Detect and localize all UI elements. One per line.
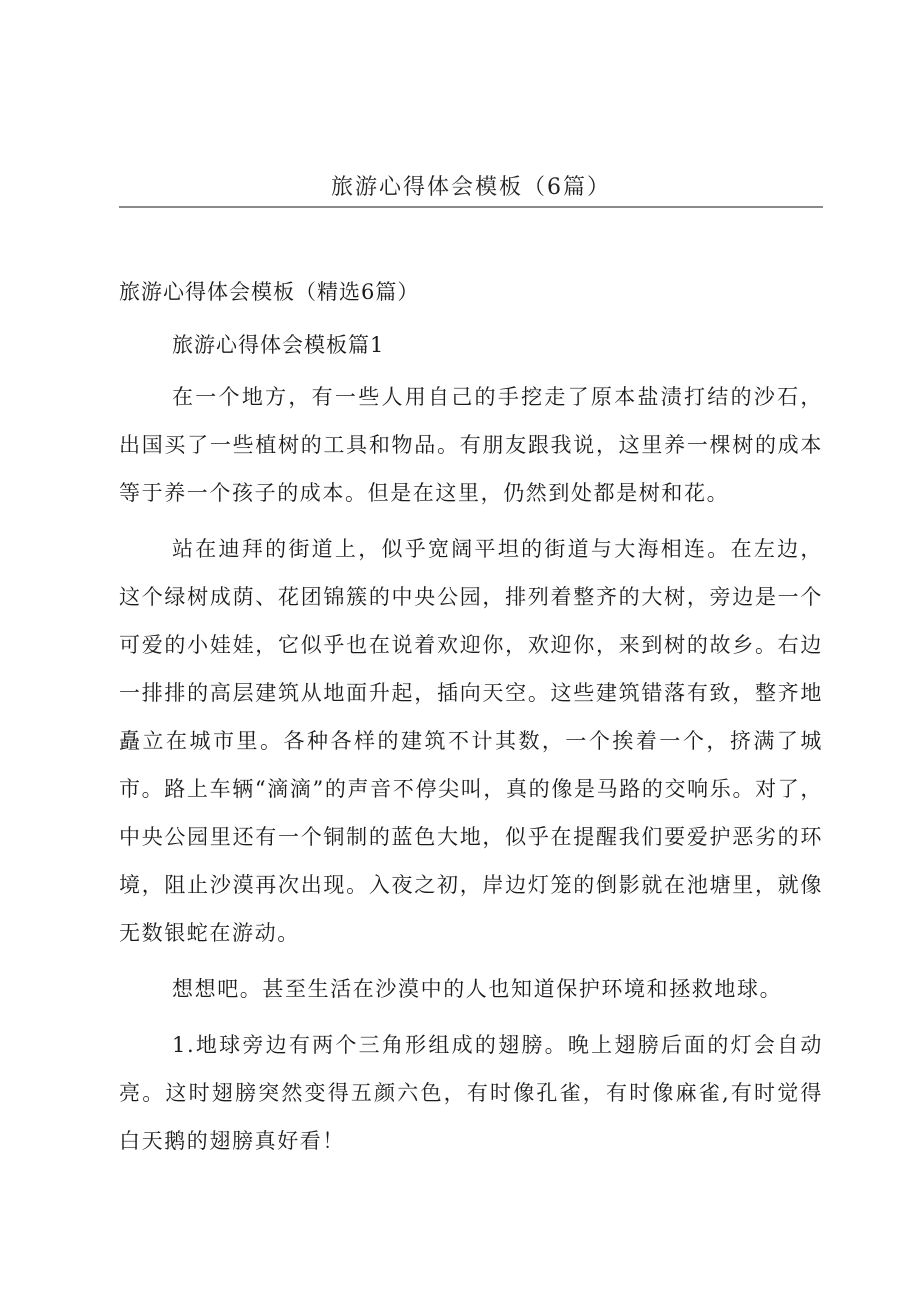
paragraph-2: 站在迪拜的街道上，似乎宽阔平坦的街道与大海相连。在左边，这个绿树成荫、花团锦簇的中央公园，排列着整齐的大树，旁边是一个可爱的小娃娃，它似乎也在说着欢迎你，欢迎你，来到树的故乡。右边一排排的高层建筑从地面升起，插向天空。这些建筑错落有致，整齐地矗立在城市里。各种各样的建筑不计其数，一个挨着一个，挤满了城市。路上车辆“滴滴”的声音不停尖叫，真的像是马路的交响乐。对了，中央公园里还有一个铜制的蓝色大地，似乎在提醒我们要爱护恶劣的环境，阻止沙漠再次出现。入夜之初，岸边灯笼的倒影就在池塘里，就像无数银蛇在游动。 <box>119 537 823 945</box>
page-header <box>119 172 823 208</box>
running-header-title: 旅游心得体会模板（6篇） <box>331 175 611 200</box>
paragraph-3: 想想吧。甚至生活在沙漠中的人也知道保护环境和拯救地球。 <box>172 977 783 1001</box>
paragraph-4: 1.地球旁边有两个三角形组成的翅膀。晚上翅膀后面的灯会自动亮。这时翅膀突然变得五颜六色，有时像孔雀，有时像麻雀,有时觉得白天鹅的翅膀真好看！ <box>119 1033 823 1153</box>
document-body <box>119 272 823 1165</box>
paragraph-1: 在一个地方，有一些人用自己的手挖走了原本盐渍打结的沙石，出国买了一些植树的工具和物品。有朋友跟我说，这里养一棵树的成本等于养一个孩子的成本。但是在这里，仍然到处都是树和花。 <box>119 385 823 505</box>
section-heading: 旅游心得体会模板篇1 <box>172 333 385 357</box>
document-title: 旅游心得体会模板（精选6篇） <box>119 280 420 304</box>
